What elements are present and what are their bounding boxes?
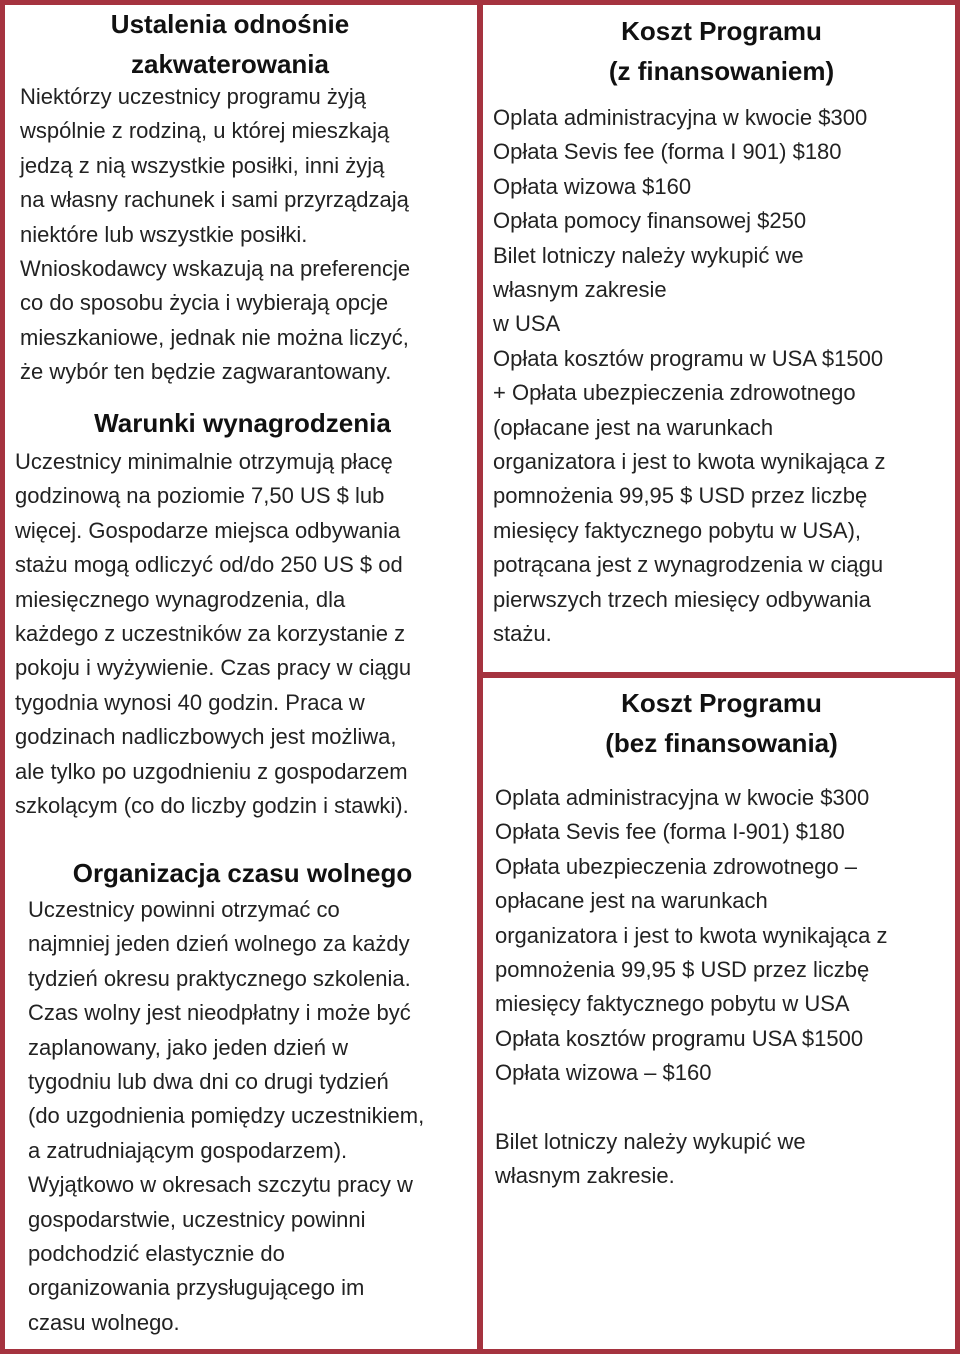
cost-unfunded-body: Oplata administracyjna w kwocie $300 Opłata Sevis fee (forma I-901) $180 Opłata ubezpieczenia zdrowotnego – opłacane jest na warunkach organizatora i jest to kwota wynikająca z pomnożenia 99,95 $ USD przez liczbę miesięcy faktycznego pobytu w USA Opłata kosztów programu USA $1500 Opłata wizowa – $160 xyxy=(495,785,888,1086)
wages-body: Uczestnicy minimalnie otrzymują płacę godzinową na poziomie 7,50 US $ lub więcej. Gospodarze miejsca odbywania stażu mogą odliczyć od/do 250 US $ od miesięcznego wynagrodzenia, dla każdego z uczestników za korzystanie z pokoju i wyżywienie. Czas pracy w ciągu tygodnia wynosi 40 godzin. Praca w godzinach nadliczbowych jest możliwa, ale tylko po uzgodnieniu z gospodarzem szkolącym (co do liczby godzin i stawki). xyxy=(15,449,412,819)
accommodation-body: Niektórzy uczestnicy programu żyją wspólnie z rodziną, u której mieszkają jedzą z nią wszystkie posiłki, inni żyją na własny rachunek i sami przyrządzają niektóre lub wszystkie posiłki. Wnioskodawcy wskazują na preferencje co do sposobu życia i wybierają opcje mieszkaniowe, jednak nie można liczyć, że wybór ten będzie zagwarantowany. xyxy=(20,84,411,385)
wages-title: Warunki wynagrodzenia xyxy=(94,408,391,438)
cost-funded-body: Oplata administracyjna w kwocie $300 Opłata Sevis fee (forma I 901) $180 Opłata wizowa $160 Opłata pomocy finansowej $250 Bilet lotniczy należy wykupić we własnym zakresie w USA Opłata kosztów programu w USA $1500 + Opłata ubezpieczenia zdrowotnego (opłacane jest na warunkach organizatora i jest to kwota wynikająca z pomnożenia 99,95 $ USD przez liczbę miesięcy faktycznego pobytu w USA), potrącana jest z wynagrodzenia w ciągu pierwszych trzech miesięcy odbywania stażu. xyxy=(493,105,886,647)
free-time-body: Uczestnicy powinni otrzymać co najmniej jeden dzień wolnego za każdy tydzień okresu praktycznego szkolenia. Czas wolny jest nieodpłatny i może być zaplanowany, jako jeden dzień w tygodniu lub dwa dni co drugi tydzień (do uzgodnienia pomiędzy uczestnikiem, a zatrudniającym gospodarzem). Wyjątkowo w okresach szczytu pracy w gospodarstwie, uczestnicy powinni podchodzić elastycznie do organizowania przysługującego im czasu wolnego. xyxy=(28,897,425,1335)
cost-funded-title: Koszt Programu (z finansowaniem) xyxy=(608,16,835,86)
cost-unfunded-note: Bilet lotniczy należy wykupić we własnym zakresie. xyxy=(495,1129,806,1189)
free-time-title: Organizacja czasu wolnego xyxy=(72,858,413,888)
accommodation-title: Ustalenia odnośnie zakwaterowania xyxy=(110,9,350,79)
cost-unfunded-title: Koszt Programu (bez finansowania) xyxy=(605,688,838,758)
right-section-divider xyxy=(480,672,960,678)
